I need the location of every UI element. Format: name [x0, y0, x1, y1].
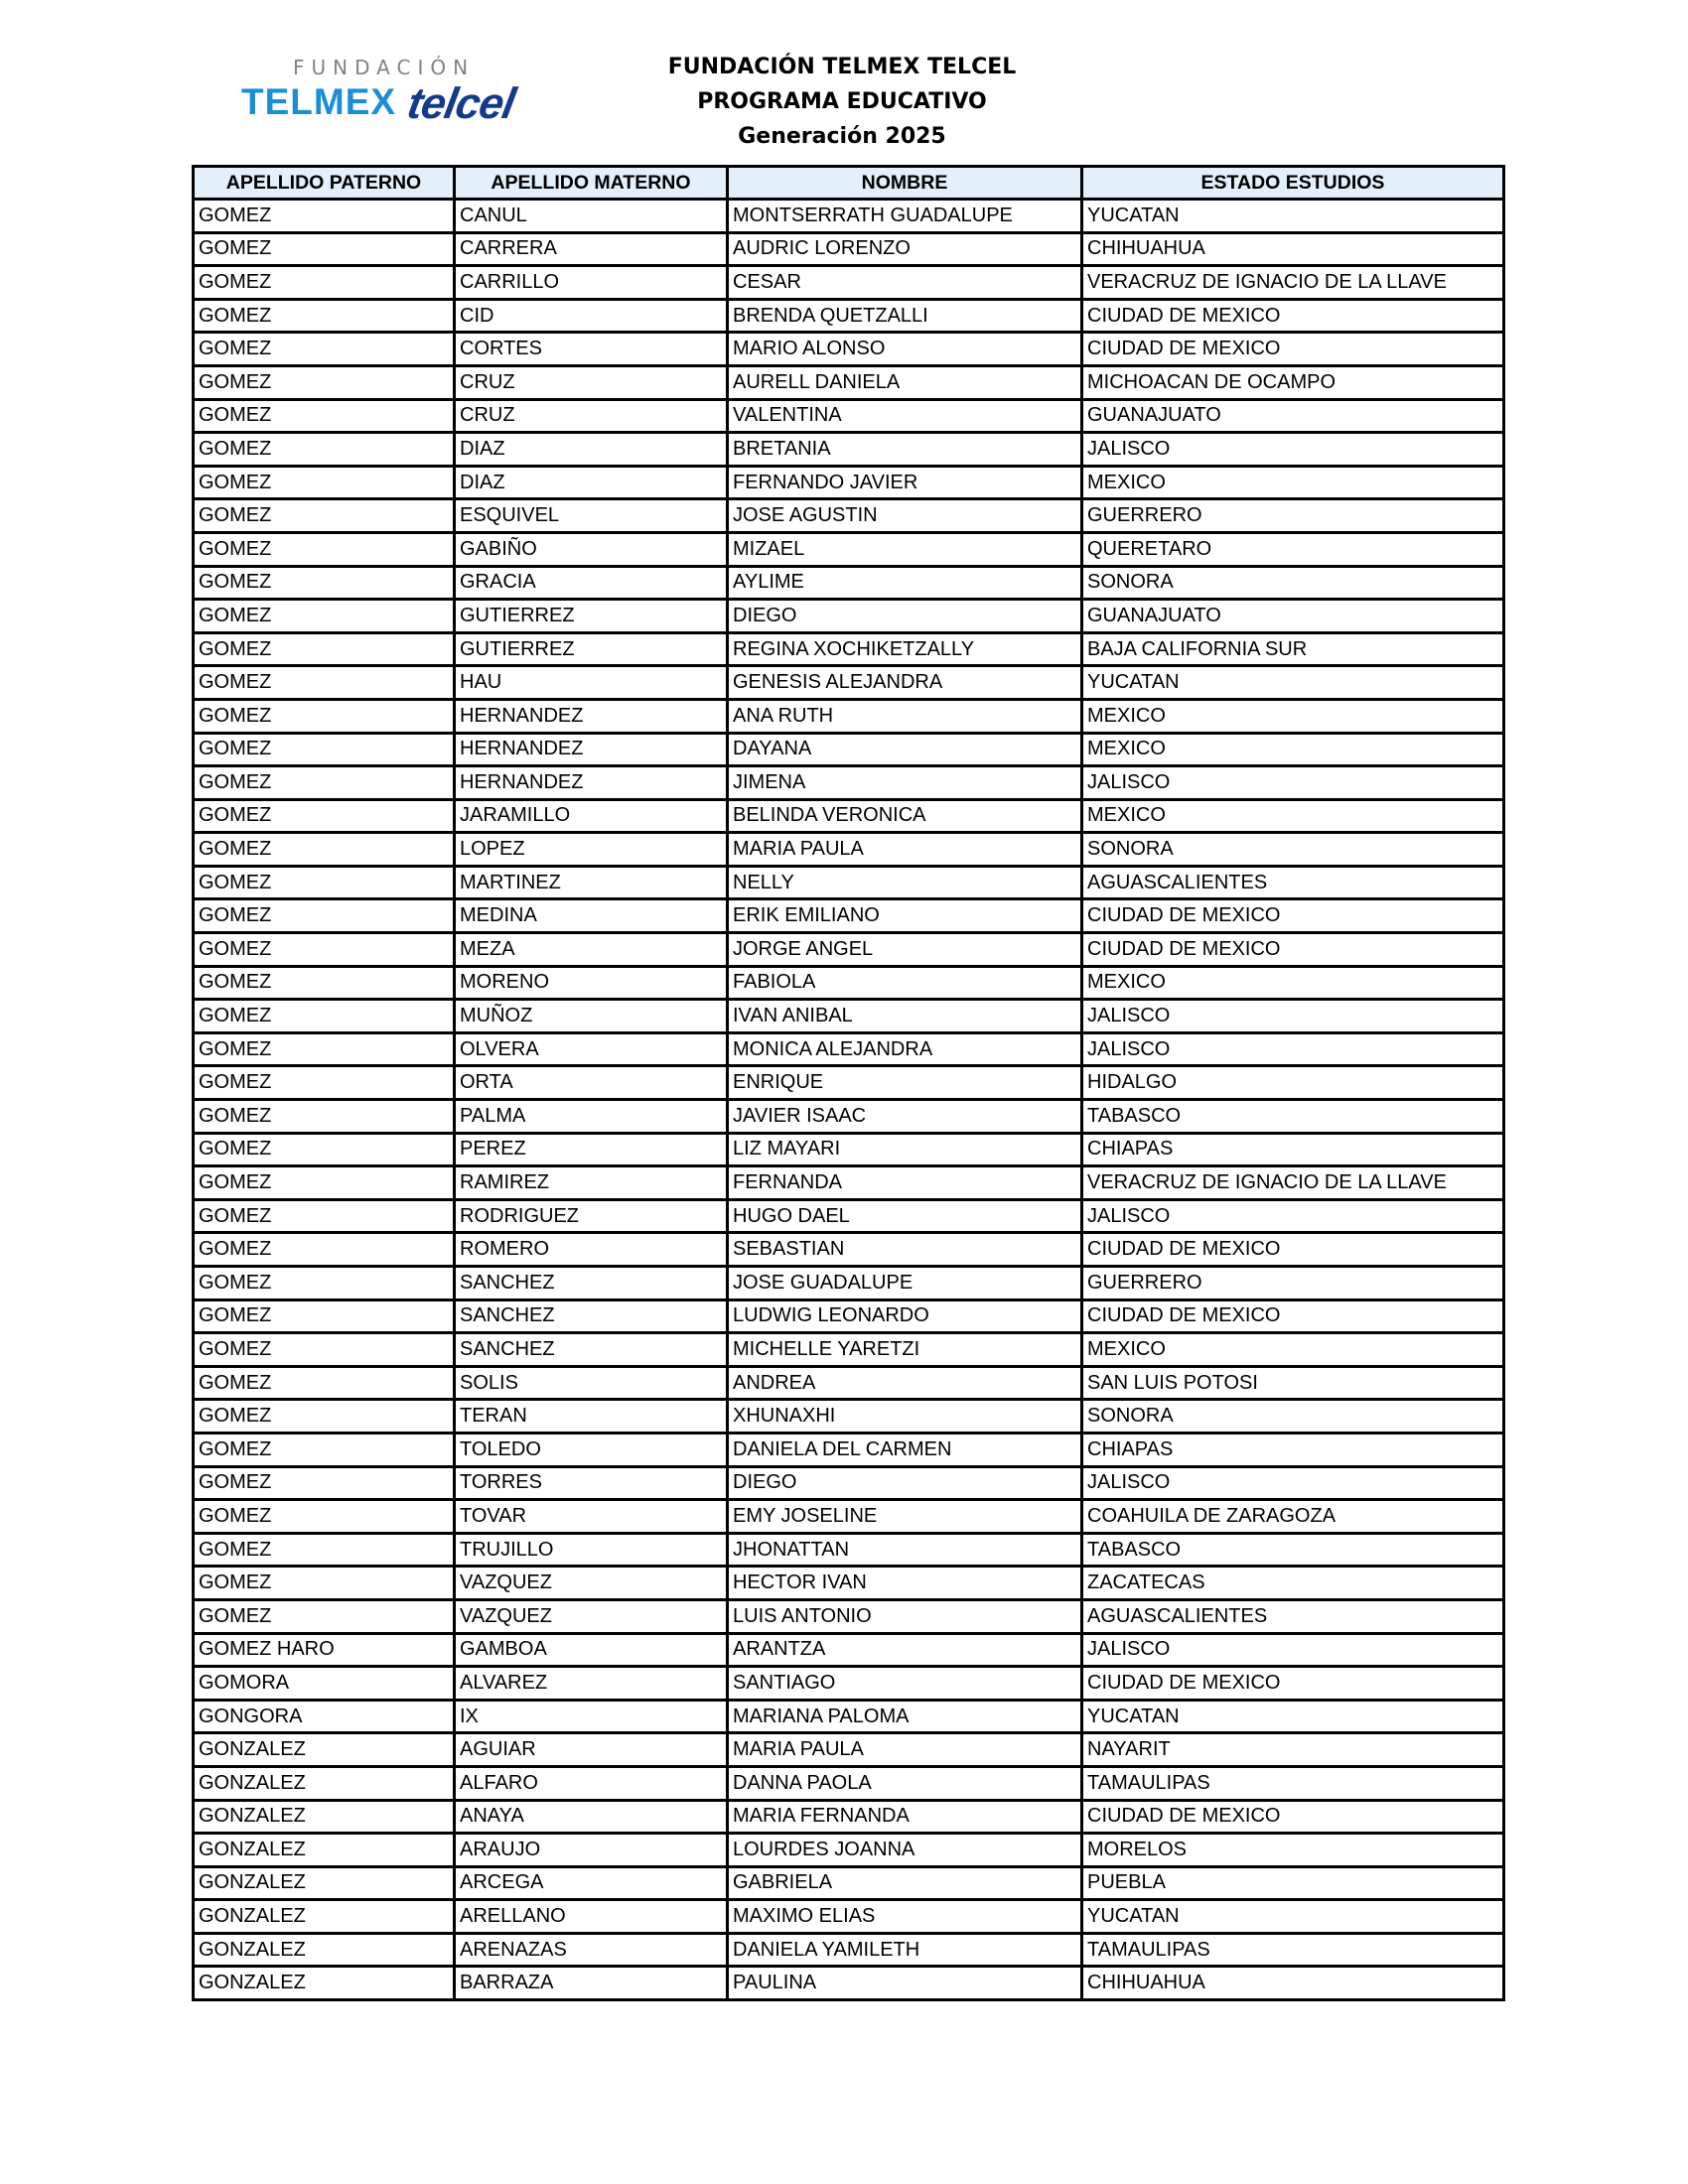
cell-apellido-paterno: GONZALEZ — [194, 1933, 455, 1967]
cell-nombre: HUGO DAEL — [728, 1199, 1082, 1233]
cell-nombre: CESAR — [728, 266, 1082, 300]
table-row — [194, 466, 1504, 499]
cell-nombre: SEBASTIAN — [728, 1233, 1082, 1267]
table-row — [194, 1800, 1504, 1834]
cell-nombre: BELINDA VERONICA — [728, 799, 1082, 833]
table-row — [194, 632, 1504, 666]
cell-apellido-paterno: GOMEZ — [194, 933, 455, 967]
table-row — [194, 1066, 1504, 1100]
cell-nombre: JIMENA — [728, 766, 1082, 800]
cell-nombre: LUDWIG LEONARDO — [728, 1299, 1082, 1333]
cell-nombre: BRENDA QUETZALLI — [728, 299, 1082, 333]
cell-apellido-materno: CID — [455, 299, 728, 333]
title-line-organization: FUNDACIÓN TELMEX TELCEL — [667, 55, 1017, 79]
cell-estado-estudios: COAHUILA DE ZARAGOZA — [1082, 1500, 1504, 1534]
cell-nombre: JAVIER ISAAC — [728, 1100, 1082, 1134]
cell-apellido-paterno: GOMEZ — [194, 532, 455, 566]
cell-apellido-paterno: GOMEZ — [194, 399, 455, 433]
cell-apellido-paterno: GOMEZ — [194, 433, 455, 467]
table-row — [194, 1567, 1504, 1600]
cell-nombre: SANTIAGO — [728, 1667, 1082, 1701]
table-row — [194, 433, 1504, 467]
table-row — [194, 1233, 1504, 1267]
cell-nombre: JORGE ANGEL — [728, 933, 1082, 967]
cell-estado-estudios: VERACRUZ DE IGNACIO DE LA LLAVE — [1082, 266, 1504, 300]
cell-apellido-paterno: GOMEZ — [194, 299, 455, 333]
table-row — [194, 1667, 1504, 1701]
cell-apellido-paterno: GOMEZ — [194, 1100, 455, 1134]
cell-apellido-paterno: GOMEZ — [194, 1599, 455, 1633]
cell-apellido-materno: OLVERA — [455, 1032, 728, 1066]
cell-estado-estudios: SONORA — [1082, 566, 1504, 600]
cell-apellido-materno: PALMA — [455, 1100, 728, 1134]
cell-apellido-materno: HERNANDEZ — [455, 699, 728, 733]
cell-apellido-paterno: GOMEZ — [194, 833, 455, 867]
cell-apellido-paterno: GOMEZ — [194, 1366, 455, 1400]
cell-apellido-paterno: GOMEZ — [194, 200, 455, 233]
cell-estado-estudios: ZACATECAS — [1082, 1567, 1504, 1600]
cell-estado-estudios: PUEBLA — [1082, 1866, 1504, 1900]
cell-estado-estudios: BAJA CALIFORNIA SUR — [1082, 632, 1504, 666]
cell-nombre: ANA RUTH — [728, 699, 1082, 733]
cell-apellido-paterno: GOMEZ — [194, 232, 455, 266]
cell-apellido-paterno: GONGORA — [194, 1700, 455, 1733]
cell-apellido-materno: ORTA — [455, 1066, 728, 1100]
table-row — [194, 1166, 1504, 1200]
cell-apellido-paterno: GOMEZ — [194, 1066, 455, 1100]
column-header-estado-estudios: ESTADO ESTUDIOS — [1082, 167, 1504, 200]
table-row — [194, 1766, 1504, 1800]
cell-estado-estudios: MORELOS — [1082, 1834, 1504, 1867]
cell-estado-estudios: CHIHUAHUA — [1082, 232, 1504, 266]
fundacion-telmex-telcel-logo — [241, 56, 539, 128]
table-row — [194, 799, 1504, 833]
cell-apellido-materno: RODRIGUEZ — [455, 1199, 728, 1233]
cell-nombre: MONICA ALEJANDRA — [728, 1032, 1082, 1066]
table-row — [194, 299, 1504, 333]
cell-apellido-materno: DIAZ — [455, 433, 728, 467]
table-row — [194, 365, 1504, 399]
title-line-generation: Generación 2025 — [738, 124, 946, 149]
cell-estado-estudios: CHIAPAS — [1082, 1433, 1504, 1466]
cell-estado-estudios: JALISCO — [1082, 433, 1504, 467]
cell-apellido-paterno: GOMEZ — [194, 1400, 455, 1433]
cell-apellido-paterno: GOMEZ — [194, 799, 455, 833]
cell-apellido-materno: VAZQUEZ — [455, 1599, 728, 1633]
cell-nombre: MAXIMO ELIAS — [728, 1900, 1082, 1934]
cell-apellido-materno: RAMIREZ — [455, 1166, 728, 1200]
cell-estado-estudios: YUCATAN — [1082, 666, 1504, 700]
cell-estado-estudios: HIDALGO — [1082, 1066, 1504, 1100]
cell-estado-estudios: NAYARIT — [1082, 1733, 1504, 1767]
cell-estado-estudios: JALISCO — [1082, 1199, 1504, 1233]
table-row — [194, 566, 1504, 600]
table-row — [194, 532, 1504, 566]
table-row — [194, 1967, 1504, 2000]
document-title — [544, 50, 1140, 154]
cell-apellido-paterno: GOMEZ — [194, 333, 455, 366]
cell-apellido-paterno: GONZALEZ — [194, 1766, 455, 1800]
column-header-nombre: NOMBRE — [728, 167, 1082, 200]
cell-estado-estudios: CIUDAD DE MEXICO — [1082, 1233, 1504, 1267]
cell-apellido-materno: MEZA — [455, 933, 728, 967]
cell-apellido-paterno: GOMEZ — [194, 1433, 455, 1466]
cell-estado-estudios: CIUDAD DE MEXICO — [1082, 1667, 1504, 1701]
table-row — [194, 1933, 1504, 1967]
cell-nombre: XHUNAXHI — [728, 1400, 1082, 1433]
cell-nombre: MARIANA PALOMA — [728, 1700, 1082, 1733]
cell-nombre: ENRIQUE — [728, 1066, 1082, 1100]
cell-apellido-materno: ARENAZAS — [455, 1933, 728, 1967]
cell-apellido-materno: SANCHEZ — [455, 1333, 728, 1367]
cell-nombre: DIEGO — [728, 600, 1082, 633]
cell-apellido-materno: IX — [455, 1700, 728, 1733]
cell-estado-estudios: JALISCO — [1082, 1000, 1504, 1033]
cell-nombre: PAULINA — [728, 1967, 1082, 2000]
cell-apellido-paterno: GOMEZ — [194, 566, 455, 600]
column-header-apellido-materno: APELLIDO MATERNO — [455, 167, 728, 200]
table-row — [194, 1333, 1504, 1367]
cell-estado-estudios: TAMAULIPAS — [1082, 1933, 1504, 1967]
cell-apellido-materno: SANCHEZ — [455, 1267, 728, 1300]
cell-nombre: VALENTINA — [728, 399, 1082, 433]
cell-nombre: ARANTZA — [728, 1633, 1082, 1667]
cell-estado-estudios: CIUDAD DE MEXICO — [1082, 899, 1504, 933]
cell-estado-estudios: MEXICO — [1082, 733, 1504, 766]
cell-estado-estudios: MEXICO — [1082, 799, 1504, 833]
table-row — [194, 499, 1504, 533]
table-row — [194, 1032, 1504, 1066]
cell-apellido-materno: MUÑOZ — [455, 1000, 728, 1033]
table-row — [194, 1299, 1504, 1333]
cell-estado-estudios: GUERRERO — [1082, 1267, 1504, 1300]
cell-apellido-paterno: GOMEZ — [194, 966, 455, 1000]
cell-nombre: REGINA XOCHIKETZALLY — [728, 632, 1082, 666]
cell-apellido-paterno: GOMEZ HARO — [194, 1633, 455, 1667]
cell-estado-estudios: SONORA — [1082, 1400, 1504, 1433]
cell-apellido-materno: TOVAR — [455, 1500, 728, 1534]
table-row — [194, 1466, 1504, 1500]
table-row — [194, 1133, 1504, 1166]
table-body — [194, 200, 1504, 2000]
cell-estado-estudios: MEXICO — [1082, 466, 1504, 499]
cell-apellido-materno: CORTES — [455, 333, 728, 366]
table-row — [194, 399, 1504, 433]
table-row — [194, 1500, 1504, 1534]
cell-estado-estudios: MEXICO — [1082, 1333, 1504, 1367]
cell-estado-estudios: MEXICO — [1082, 699, 1504, 733]
cell-apellido-materno: CARRILLO — [455, 266, 728, 300]
table-row — [194, 1433, 1504, 1466]
cell-estado-estudios: VERACRUZ DE IGNACIO DE LA LLAVE — [1082, 1166, 1504, 1200]
table-row — [194, 966, 1504, 1000]
cell-nombre: DIEGO — [728, 1466, 1082, 1500]
cell-apellido-paterno: GOMEZ — [194, 365, 455, 399]
cell-nombre: AUDRIC LORENZO — [728, 232, 1082, 266]
table-row — [194, 1000, 1504, 1033]
cell-apellido-materno: GRACIA — [455, 566, 728, 600]
cell-apellido-paterno: GOMEZ — [194, 1299, 455, 1333]
cell-apellido-materno: TOLEDO — [455, 1433, 728, 1466]
cell-apellido-materno: HERNANDEZ — [455, 766, 728, 800]
cell-apellido-materno: GUTIERREZ — [455, 632, 728, 666]
cell-nombre: MARIA FERNANDA — [728, 1800, 1082, 1834]
cell-estado-estudios: MICHOACAN DE OCAMPO — [1082, 365, 1504, 399]
cell-apellido-paterno: GOMEZ — [194, 733, 455, 766]
cell-apellido-materno: CANUL — [455, 200, 728, 233]
table-row — [194, 1633, 1504, 1667]
cell-apellido-paterno: GONZALEZ — [194, 1866, 455, 1900]
table-row — [194, 333, 1504, 366]
table-row — [194, 200, 1504, 233]
cell-estado-estudios: YUCATAN — [1082, 1700, 1504, 1733]
cell-nombre: MONTSERRATH GUADALUPE — [728, 200, 1082, 233]
cell-estado-estudios: JALISCO — [1082, 766, 1504, 800]
cell-apellido-paterno: GOMEZ — [194, 1166, 455, 1200]
table-row — [194, 1400, 1504, 1433]
title-line-program: PROGRAMA EDUCATIVO — [697, 89, 987, 114]
table-row — [194, 1900, 1504, 1934]
cell-estado-estudios: TAMAULIPAS — [1082, 1766, 1504, 1800]
cell-estado-estudios: SONORA — [1082, 833, 1504, 867]
cell-estado-estudios: GUERRERO — [1082, 499, 1504, 533]
column-header-apellido-paterno: APELLIDO PATERNO — [194, 167, 455, 200]
cell-apellido-materno: CRUZ — [455, 399, 728, 433]
cell-nombre: MARIA PAULA — [728, 1733, 1082, 1767]
cell-nombre: LIZ MAYARI — [728, 1133, 1082, 1166]
cell-nombre: HECTOR IVAN — [728, 1567, 1082, 1600]
cell-estado-estudios: GUANAJUATO — [1082, 399, 1504, 433]
cell-nombre: IVAN ANIBAL — [728, 1000, 1082, 1033]
logo-telcel-text: telcel — [403, 79, 518, 128]
cell-apellido-paterno: GOMEZ — [194, 1267, 455, 1300]
cell-apellido-paterno: GOMEZ — [194, 1567, 455, 1600]
cell-apellido-materno: JARAMILLO — [455, 799, 728, 833]
cell-apellido-paterno: GONZALEZ — [194, 1800, 455, 1834]
table-row — [194, 1199, 1504, 1233]
cell-apellido-paterno: GOMEZ — [194, 1032, 455, 1066]
cell-apellido-materno: ANAYA — [455, 1800, 728, 1834]
logo-fundacion-text: FUNDACIÓN — [293, 56, 476, 79]
cell-estado-estudios: CIUDAD DE MEXICO — [1082, 333, 1504, 366]
cell-apellido-paterno: GOMEZ — [194, 600, 455, 633]
cell-apellido-materno: ALFARO — [455, 1766, 728, 1800]
cell-estado-estudios: JALISCO — [1082, 1032, 1504, 1066]
cell-nombre: DAYANA — [728, 733, 1082, 766]
cell-nombre: ERIK EMILIANO — [728, 899, 1082, 933]
cell-apellido-materno: GABIÑO — [455, 532, 728, 566]
table-row — [194, 232, 1504, 266]
cell-nombre: JOSE AGUSTIN — [728, 499, 1082, 533]
cell-apellido-paterno: GONZALEZ — [194, 1967, 455, 2000]
cell-apellido-paterno: GONZALEZ — [194, 1733, 455, 1767]
cell-apellido-materno: VAZQUEZ — [455, 1567, 728, 1600]
cell-apellido-paterno: GONZALEZ — [194, 1834, 455, 1867]
cell-nombre: MIZAEL — [728, 532, 1082, 566]
cell-estado-estudios: JALISCO — [1082, 1633, 1504, 1667]
cell-estado-estudios: QUERETARO — [1082, 532, 1504, 566]
cell-apellido-materno: CARRERA — [455, 232, 728, 266]
cell-apellido-paterno: GOMEZ — [194, 499, 455, 533]
cell-apellido-paterno: GOMEZ — [194, 1133, 455, 1166]
cell-nombre: MICHELLE YARETZI — [728, 1333, 1082, 1367]
cell-nombre: LUIS ANTONIO — [728, 1599, 1082, 1633]
cell-apellido-materno: BARRAZA — [455, 1967, 728, 2000]
cell-apellido-paterno: GOMEZ — [194, 1466, 455, 1500]
cell-apellido-materno: SOLIS — [455, 1366, 728, 1400]
cell-apellido-materno: ARELLANO — [455, 1900, 728, 1934]
cell-apellido-paterno: GOMEZ — [194, 266, 455, 300]
cell-nombre: LOURDES JOANNA — [728, 1834, 1082, 1867]
cell-apellido-paterno: GOMEZ — [194, 1000, 455, 1033]
table-row — [194, 1866, 1504, 1900]
table-row — [194, 733, 1504, 766]
table-row — [194, 666, 1504, 700]
table-row — [194, 766, 1504, 800]
cell-apellido-materno: MARTINEZ — [455, 866, 728, 899]
cell-apellido-materno: GUTIERREZ — [455, 600, 728, 633]
cell-apellido-materno: SANCHEZ — [455, 1299, 728, 1333]
table-row — [194, 933, 1504, 967]
cell-apellido-materno: GAMBOA — [455, 1633, 728, 1667]
table-row — [194, 899, 1504, 933]
cell-apellido-paterno: GOMEZ — [194, 466, 455, 499]
cell-nombre: FABIOLA — [728, 966, 1082, 1000]
table-row — [194, 1366, 1504, 1400]
cell-apellido-paterno: GOMEZ — [194, 766, 455, 800]
table-row — [194, 1599, 1504, 1633]
student-roster-table — [192, 165, 1505, 2001]
cell-estado-estudios: AGUASCALIENTES — [1082, 866, 1504, 899]
cell-estado-estudios: SAN LUIS POTOSI — [1082, 1366, 1504, 1400]
cell-nombre: DANIELA DEL CARMEN — [728, 1433, 1082, 1466]
table-row — [194, 1267, 1504, 1300]
table-row — [194, 866, 1504, 899]
cell-apellido-paterno: GOMEZ — [194, 699, 455, 733]
table-row — [194, 266, 1504, 300]
cell-apellido-materno: HERNANDEZ — [455, 733, 728, 766]
cell-apellido-materno: HAU — [455, 666, 728, 700]
cell-nombre: MARIO ALONSO — [728, 333, 1082, 366]
cell-estado-estudios: AGUASCALIENTES — [1082, 1599, 1504, 1633]
cell-apellido-materno: ESQUIVEL — [455, 499, 728, 533]
cell-apellido-paterno: GOMEZ — [194, 1333, 455, 1367]
cell-nombre: FERNANDA — [728, 1166, 1082, 1200]
cell-estado-estudios: TABASCO — [1082, 1533, 1504, 1567]
cell-nombre: EMY JOSELINE — [728, 1500, 1082, 1534]
logo-telmex-text: TELMEX — [241, 81, 397, 122]
cell-estado-estudios: CIUDAD DE MEXICO — [1082, 1800, 1504, 1834]
table-row — [194, 600, 1504, 633]
cell-apellido-materno: ROMERO — [455, 1233, 728, 1267]
cell-nombre: DANIELA YAMILETH — [728, 1933, 1082, 1967]
cell-apellido-paterno: GOMEZ — [194, 632, 455, 666]
cell-apellido-materno: LOPEZ — [455, 833, 728, 867]
cell-apellido-materno: TORRES — [455, 1466, 728, 1500]
cell-nombre: MARIA PAULA — [728, 833, 1082, 867]
cell-estado-estudios: CHIAPAS — [1082, 1133, 1504, 1166]
table-row — [194, 1834, 1504, 1867]
cell-apellido-materno: TRUJILLO — [455, 1533, 728, 1567]
cell-apellido-materno: CRUZ — [455, 365, 728, 399]
cell-apellido-paterno: GOMEZ — [194, 866, 455, 899]
cell-apellido-paterno: GOMORA — [194, 1667, 455, 1701]
cell-estado-estudios: CHIHUAHUA — [1082, 1967, 1504, 2000]
cell-apellido-materno: AGUIAR — [455, 1733, 728, 1767]
cell-nombre: JHONATTAN — [728, 1533, 1082, 1567]
cell-apellido-paterno: GOMEZ — [194, 1533, 455, 1567]
cell-apellido-materno: MORENO — [455, 966, 728, 1000]
cell-nombre: BRETANIA — [728, 433, 1082, 467]
cell-apellido-materno: TERAN — [455, 1400, 728, 1433]
cell-apellido-paterno: GOMEZ — [194, 1233, 455, 1267]
cell-estado-estudios: MEXICO — [1082, 966, 1504, 1000]
cell-nombre: ANDREA — [728, 1366, 1082, 1400]
cell-estado-estudios: YUCATAN — [1082, 200, 1504, 233]
cell-apellido-materno: PEREZ — [455, 1133, 728, 1166]
cell-nombre: AYLIME — [728, 566, 1082, 600]
table-row — [194, 833, 1504, 867]
cell-estado-estudios: CIUDAD DE MEXICO — [1082, 299, 1504, 333]
cell-nombre: NELLY — [728, 866, 1082, 899]
cell-estado-estudios: GUANAJUATO — [1082, 600, 1504, 633]
table-row — [194, 1733, 1504, 1767]
cell-apellido-materno: MEDINA — [455, 899, 728, 933]
table-row — [194, 1700, 1504, 1733]
cell-apellido-materno: ARAUJO — [455, 1834, 728, 1867]
cell-apellido-paterno: GOMEZ — [194, 899, 455, 933]
cell-nombre: FERNANDO JAVIER — [728, 466, 1082, 499]
table-row — [194, 1100, 1504, 1134]
cell-nombre: DANNA PAOLA — [728, 1766, 1082, 1800]
table-row — [194, 699, 1504, 733]
cell-nombre: AURELL DANIELA — [728, 365, 1082, 399]
cell-nombre: GABRIELA — [728, 1866, 1082, 1900]
cell-estado-estudios: TABASCO — [1082, 1100, 1504, 1134]
cell-estado-estudios: CIUDAD DE MEXICO — [1082, 933, 1504, 967]
cell-nombre: JOSE GUADALUPE — [728, 1267, 1082, 1300]
cell-apellido-paterno: GOMEZ — [194, 666, 455, 700]
cell-apellido-materno: ARCEGA — [455, 1866, 728, 1900]
cell-apellido-paterno: GOMEZ — [194, 1500, 455, 1534]
cell-apellido-materno: ALVAREZ — [455, 1667, 728, 1701]
cell-apellido-materno: DIAZ — [455, 466, 728, 499]
cell-apellido-paterno: GONZALEZ — [194, 1900, 455, 1934]
cell-nombre: GENESIS ALEJANDRA — [728, 666, 1082, 700]
cell-estado-estudios: JALISCO — [1082, 1466, 1504, 1500]
table-row — [194, 1533, 1504, 1567]
table-header-row — [194, 167, 1504, 200]
cell-estado-estudios: YUCATAN — [1082, 1900, 1504, 1934]
cell-estado-estudios: CIUDAD DE MEXICO — [1082, 1299, 1504, 1333]
cell-apellido-paterno: GOMEZ — [194, 1199, 455, 1233]
